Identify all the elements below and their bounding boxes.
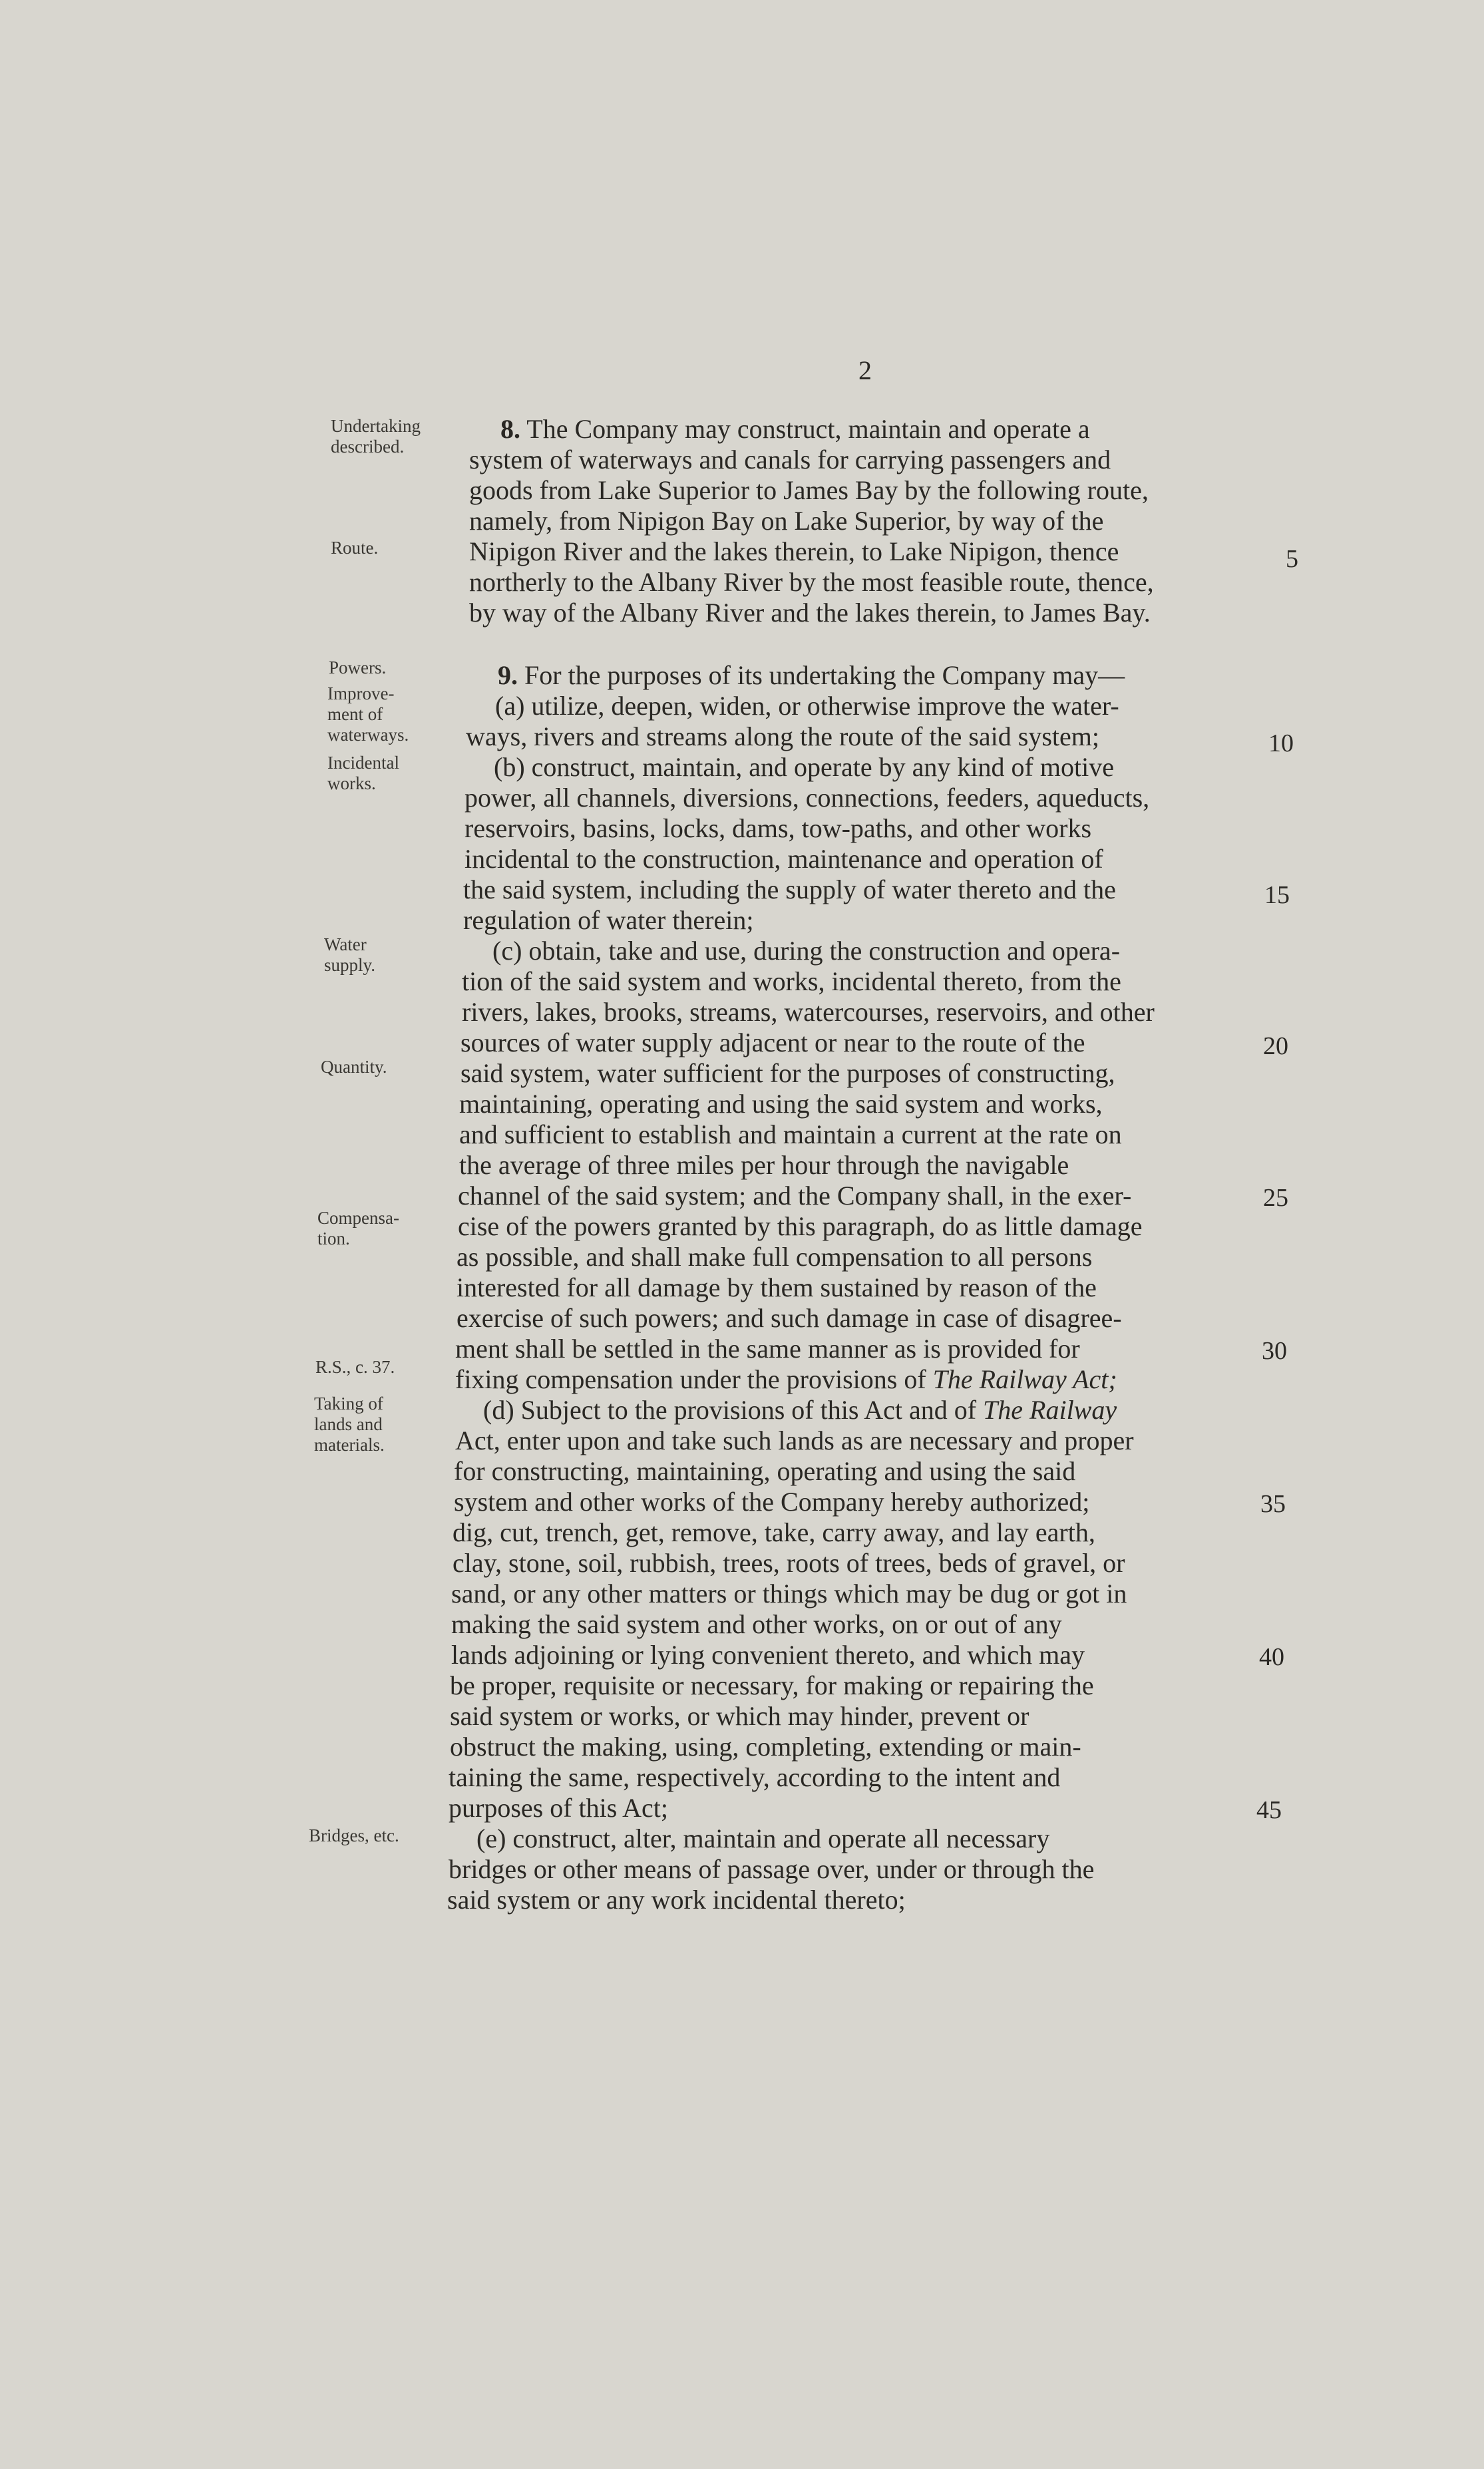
margin-note-improvement: Improve- ment of waterways. [327,683,409,745]
line-number: 40 [1259,1643,1284,1671]
line-number: 15 [1264,881,1290,909]
section-8-first-line [500,414,1090,445]
text-line: sources of water supply adjacent or near to the route of the [461,1028,1085,1057]
text-line-with-railway-act [455,1364,1117,1395]
paragraph-d-text: (d) Subject to the provisions of this Act and of [483,1395,977,1425]
section-9-number: 9. [498,660,518,690]
text-line: taining the same, respectively, according to the intent and [449,1762,1061,1792]
text-line: the average of three miles per hour through the navigable [459,1150,1069,1180]
text-line: purposes of this Act; [449,1793,668,1823]
text-line: system of waterways and canals for carrying passengers and [469,445,1111,475]
line-number: 45 [1256,1796,1282,1824]
line-number: 25 [1263,1184,1288,1212]
text-line: tion of the said system and works, incidental thereto, from the [462,966,1121,996]
text-line: making the said system and other works, on or out of any [451,1609,1062,1639]
text-line: lands adjoining or lying convenient thereto, and which may [451,1640,1085,1670]
text-line: by way of the Albany River and the lakes therein, to James Bay. [469,598,1151,628]
section-9-text: For the purposes of its undertaking the Company may— [524,660,1125,690]
text-line: maintaining, operating and using the said system and works, [459,1089,1103,1119]
text-line: goods from Lake Superior to James Bay by the following route, [469,475,1149,505]
line-number: 10 [1268,729,1294,757]
line-number: 20 [1263,1032,1288,1060]
text-line: regulation of water therein; [463,905,754,935]
text-line: and sufficient to establish and maintain a current at the rate on [459,1119,1122,1149]
margin-note-powers: Powers. [329,658,387,677]
text-line: cise of the powers granted by this paragraph, do as little damage [458,1211,1143,1241]
railway-act-title-d: The Railway [983,1395,1117,1425]
margin-note-taking: Taking of lands and materials. [314,1394,385,1455]
margin-note-bridges: Bridges, etc. [309,1825,399,1845]
text-line: for constructing, maintaining, operating and using the said [454,1456,1076,1486]
railway-act-text: fixing compensation under the provisions of [455,1364,926,1394]
text-line: clay, stone, soil, rubbish, trees, roots of trees, beds of gravel, or [453,1548,1125,1578]
text-line-with-railway-act-d [483,1395,1117,1425]
section-8-text: The Company may construct, maintain and operate a [526,414,1090,444]
text-line: (e) construct, alter, maintain and operate all necessary [476,1823,1050,1853]
page-number: 2 [858,355,872,385]
text-line: as possible, and shall make full compensation to all persons [457,1242,1093,1272]
text-line: (c) obtain, take and use, during the construction and opera- [492,936,1121,966]
text-line: interested for all damage by them sustained by reason of the [457,1272,1097,1302]
section-9-first-line [498,660,1125,691]
text-line: incidental to the construction, maintenance and operation of [464,844,1103,874]
text-line: northerly to the Albany River by the most feasible route, thence, [469,567,1154,597]
text-line: (a) utilize, deepen, widen, or otherwise improve the water- [495,691,1119,721]
text-line: namely, from Nipigon Bay on Lake Superior, by way of the [469,506,1104,536]
text-line: system and other works of the Company hereby authorized; [454,1487,1090,1517]
text-line: channel of the said system; and the Company shall, in the exer- [458,1181,1132,1211]
text-line: said system or any work incidental thereto; [447,1885,906,1915]
section-8-number: 8. [500,414,520,444]
margin-note-undertaking: Undertaking described. [331,416,421,457]
text-line: said system, water sufficient for the purposes of constructing, [461,1058,1115,1088]
text-line: bridges or other means of passage over, under or through the [449,1854,1095,1884]
text-line: rivers, lakes, brooks, streams, watercourses, reservoirs, and other [462,997,1155,1027]
line-number: 5 [1286,545,1298,573]
text-line: be proper, requisite or necessary, for making or repairing the [450,1670,1094,1700]
text-line: said system or works, or which may hinder, prevent or [450,1701,1029,1731]
text-line: Nipigon River and the lakes therein, to Lake Nipigon, thence [469,536,1119,566]
margin-note-quantity: Quantity. [321,1057,387,1077]
text-line: dig, cut, trench, get, remove, take, carry away, and lay earth, [453,1517,1095,1547]
margin-note-incidental: Incidental works. [327,753,399,793]
text-line: ment shall be settled in the same manner as is provided for [455,1334,1080,1364]
railway-act-title: The Railway Act; [932,1364,1117,1394]
text-line: Act, enter upon and take such lands as are necessary and proper [455,1425,1134,1455]
text-line: obstruct the making, using, completing, extending or main- [450,1732,1081,1762]
text-line: ways, rivers and streams along the route of the said system; [466,721,1099,751]
line-number: 35 [1260,1490,1286,1518]
margin-note-route: Route. [331,538,379,558]
text-line: reservoirs, basins, locks, dams, tow-paths, and other works [464,813,1092,843]
text-line: power, all channels, diversions, connections, feeders, aqueducts, [464,783,1150,813]
line-number: 30 [1262,1337,1287,1365]
text-line: the said system, including the supply of water thereto and the [463,874,1116,904]
margin-note-water-supply: Water supply. [324,934,376,975]
text-line: sand, or any other matters or things which may be dug or got in [451,1579,1127,1609]
margin-note-compensation: Compensa- tion. [317,1208,399,1248]
text-line: (b) construct, maintain, and operate by any kind of motive [494,752,1114,782]
margin-note-rs: R.S., c. 37. [315,1357,395,1377]
text-line: exercise of such powers; and such damage in case of disagree- [457,1303,1122,1333]
